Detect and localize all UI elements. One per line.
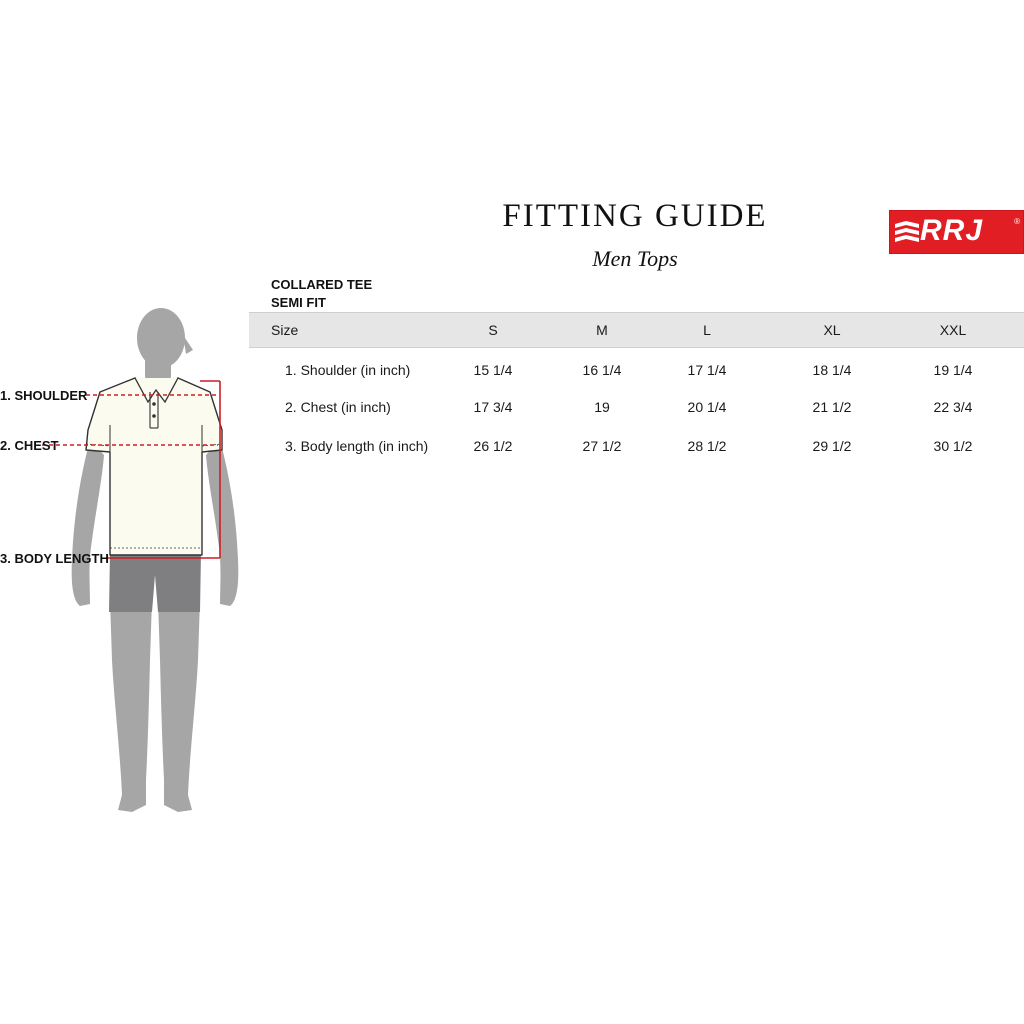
table-cell: 15 1/4 bbox=[473, 362, 513, 378]
table-cell: 29 1/2 bbox=[812, 438, 852, 454]
page-subtitle: Men Tops bbox=[592, 246, 678, 271]
size-header-xxl: XXL bbox=[939, 322, 967, 338]
size-column-header: Size bbox=[271, 322, 299, 338]
table-cell: 26 1/2 bbox=[473, 438, 513, 454]
row-label-chest: 2. Chest (in inch) bbox=[285, 399, 391, 415]
table-cell: 20 1/4 bbox=[687, 399, 727, 415]
table-cell: 28 1/2 bbox=[687, 438, 727, 454]
table-cell: 17 3/4 bbox=[473, 399, 513, 415]
size-header-m: M bbox=[596, 322, 608, 338]
row-label-shoulder: 1. Shoulder (in inch) bbox=[285, 362, 411, 378]
size-header-s: S bbox=[488, 322, 498, 338]
label-body-length: 3. BODY LENGTH bbox=[0, 551, 109, 566]
table-cell: 21 1/2 bbox=[812, 399, 852, 415]
table-cell: 18 1/4 bbox=[812, 362, 852, 378]
page-title: FITTING GUIDE bbox=[502, 198, 768, 234]
product-type bbox=[271, 276, 372, 312]
table-cell: 30 1/2 bbox=[933, 438, 973, 454]
chevron-logo-icon bbox=[894, 221, 920, 245]
label-shoulder: 1. SHOULDER bbox=[0, 388, 88, 403]
table-cell: 19 1/4 bbox=[933, 362, 973, 378]
registered-mark: ® bbox=[1014, 217, 1020, 226]
row-label-body-length: 3. Body length (in inch) bbox=[285, 438, 429, 454]
table-cell: 17 1/4 bbox=[687, 362, 727, 378]
table-cell: 27 1/2 bbox=[582, 438, 622, 454]
table-cell: 19 bbox=[594, 399, 610, 415]
table-cell: 22 3/4 bbox=[933, 399, 973, 415]
collared-tee-illustration bbox=[86, 378, 222, 555]
brand-logo-text: RRJ bbox=[920, 214, 984, 247]
table-cell: 16 1/4 bbox=[582, 362, 622, 378]
product-style: COLLARED TEE bbox=[271, 277, 373, 292]
brand-logo bbox=[889, 210, 1024, 254]
size-header-l: L bbox=[703, 322, 711, 338]
shorts bbox=[109, 552, 201, 612]
product-fit: SEMI FIT bbox=[271, 295, 326, 310]
label-chest: 2. CHEST bbox=[0, 438, 59, 453]
size-header-xl: XL bbox=[823, 322, 841, 338]
